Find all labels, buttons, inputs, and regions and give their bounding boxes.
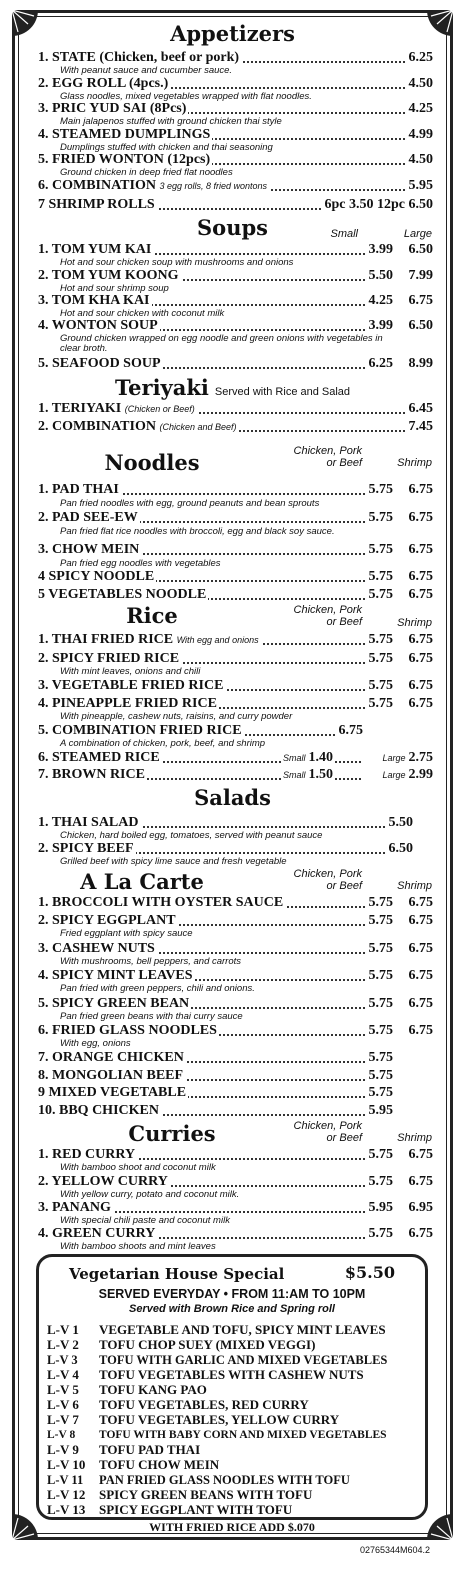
vegetarian-item: L-V 8 TOFU WITH BABY CORN AND MIXED VEGETABLES	[47, 1429, 387, 1441]
menu-item: 10. BBQ CHICKEN 5.95	[38, 1103, 393, 1118]
menu-item: 4. GREEN CURRY 5.75 6.75	[38, 1226, 433, 1241]
item-description: Hot and sour chicken soup with mushrooms and onions	[60, 257, 294, 268]
menu-content	[22, 14, 443, 1536]
column-header-chicken: Chicken, Pork or Beef	[293, 604, 362, 628]
menu-item: 5. COMBINATION FRIED RICE 6.75	[38, 723, 363, 738]
item-description: Glass noodles, mixed vegetables wrapped with flat noodles.	[60, 91, 312, 102]
vegetarian-title: Vegetarian House Special	[69, 1265, 285, 1283]
menu-item: 2. SPICY EGGPLANT 5.75 6.75	[38, 913, 433, 928]
menu-item: 1. STATE (Chicken, beef or pork) 6.25	[38, 50, 433, 65]
section-title-a-la-carte: A La Carte	[80, 869, 204, 894]
menu-item: 3. VEGETABLE FRIED RICE 5.75 6.75	[38, 678, 433, 693]
menu-item: 1. TOM YUM KAI 3.99 6.50	[38, 242, 433, 257]
item-description: With yellow curry, potato and coconut milk.	[60, 1189, 240, 1200]
menu-item: 7. BROWN RICE Small 1.50 Large 2.99	[38, 767, 433, 782]
vegetarian-item: L-V 1 VEGETABLE AND TOFU, SPICY MINT LEAVES	[47, 1322, 386, 1337]
menu-item: 2. EGG ROLL (4pcs.) 4.50	[38, 76, 433, 91]
menu-item: 6. FRIED GLASS NOODLES 5.75 6.75	[38, 1023, 433, 1038]
menu-item: 4. PINEAPPLE FRIED RICE 5.75 6.75	[38, 696, 433, 711]
vegetarian-item: L-V 4 TOFU VEGETABLES WITH CASHEW NUTS	[47, 1367, 364, 1382]
vegetarian-item: L-V 6 TOFU VEGETABLES, RED CURRY	[47, 1397, 309, 1412]
item-description: Dumplings stuffed with chicken and thai seasoning	[60, 142, 273, 153]
vegetarian-hours: SERVED EVERYDAY • FROM 11:AM TO 10PM	[98, 1287, 366, 1301]
menu-item: 3. TOM KHA KAI 4.25 6.75	[38, 293, 433, 308]
menu-item: 3. CHOW MEIN 5.75 6.75	[38, 542, 433, 557]
item-description: A combination of chicken, pork, beef, and shrimp	[60, 738, 266, 749]
menu-item: 2. PAD SEE-EW 5.75 6.75	[38, 510, 433, 525]
menu-item: 1. RED CURRY 5.75 6.75	[38, 1147, 433, 1162]
menu-item: 4. WONTON SOUP 3.99 6.50	[38, 318, 433, 333]
vegetarian-item: L-V 2 TOFU CHOP SUEY (MIXED VEGGI)	[47, 1337, 316, 1352]
vegetarian-item: L-V 11 PAN FRIED GLASS NOODLES WITH TOFU	[47, 1473, 350, 1487]
column-header-shrimp: Shrimp	[397, 617, 432, 629]
vegetarian-special-box	[36, 1254, 428, 1520]
vegetarian-price: $5.50	[344, 1263, 395, 1282]
menu-item: 1. THAI SALAD 5.50	[38, 815, 413, 830]
menu-item: 6. COMBINATION 3 egg rolls, 8 fried wontons 5.95	[38, 178, 433, 193]
section-title-appetizers: Appetizers	[170, 21, 295, 46]
item-description: With peanut sauce and cucumber sauce.	[60, 65, 233, 76]
item-description: With mint leaves, onions and chili	[60, 666, 201, 677]
menu-item: 2. SPICY FRIED RICE 5.75 6.75	[38, 651, 433, 666]
item-description: Pan fried green beans with thai curry sauce	[60, 1011, 243, 1022]
vegetarian-item: L-V 3 TOFU WITH GARLIC AND MIXED VEGETABLES	[47, 1353, 388, 1367]
menu-item: 2. SPICY BEEF 6.50	[38, 841, 413, 856]
item-description: With egg, onions	[60, 1038, 131, 1049]
menu-item: 5 VEGETABLES NOODLE 5.75 6.75	[38, 587, 433, 602]
menu-item: 2. COMBINATION (Chicken and Beef) 7.45	[38, 419, 433, 434]
menu-item: 2. TOM YUM KOONG 5.50 7.99	[38, 268, 433, 283]
item-description: Hot and sour shrimp soup	[60, 283, 169, 294]
menu-item: 7. ORANGE CHICKEN 5.75	[38, 1050, 393, 1065]
item-description: Hot and sour chicken with coconut milk	[60, 308, 225, 319]
menu-item: 1. BROCCOLI WITH OYSTER SAUCE 5.75 6.75	[38, 895, 433, 910]
menu-item: 3. PRIC YUD SAI (8Pcs) 4.25	[38, 101, 433, 116]
menu-item: 5. SPICY GREEN BEAN 5.75 6.75	[38, 996, 433, 1011]
menu-item: 2. YELLOW CURRY 5.75 6.75	[38, 1174, 433, 1189]
column-header-small: Small	[330, 228, 358, 240]
section-title-salads: Salads	[194, 785, 271, 810]
item-description: Ground chicken wrapped on egg noodle and green onions with vegetables in clear broth.	[60, 333, 383, 354]
menu-item: 8. MONGOLIAN BEEF 5.75	[38, 1068, 393, 1083]
menu-item: 1. PAD THAI 5.75 6.75	[38, 482, 433, 497]
vegetarian-served-with: Served with Brown Rice and Spring roll	[129, 1303, 335, 1315]
section-title-teriyaki: Teriyaki Served with Rice and Salad	[114, 375, 351, 400]
menu-item: 5. FRIED WONTON (12pcs) 4.50	[38, 152, 433, 167]
item-description: Pan fried noodles with egg, ground peanuts and bean sprouts	[60, 498, 320, 509]
menu-item: 5. SEAFOOD SOUP 6.25 8.99	[38, 356, 433, 371]
footer-code: 02765344M604.2	[360, 1545, 431, 1555]
menu-item: 4 SPICY NOODLE 5.75 6.75	[38, 569, 433, 584]
vegetarian-item: L-V 12 SPICY GREEN BEANS WITH TOFU	[47, 1487, 313, 1502]
vegetarian-item: L-V 9 TOFU PAD THAI	[47, 1442, 201, 1457]
menu-item: 1. THAI FRIED RICE With egg and onions 5.75 6.75	[38, 632, 433, 647]
menu-item: 9 MIXED VEGETABLE 5.75	[38, 1085, 393, 1100]
menu-item: 4. STEAMED DUMPLINGS 4.99	[38, 127, 433, 142]
menu-item: 3. CASHEW NUTS 5.75 6.75	[38, 941, 433, 956]
item-description: With bamboo shoots and mint leaves	[60, 1241, 216, 1252]
vegetarian-item: L-V 5 TOFU KANG PAO	[47, 1382, 207, 1397]
menu-item: 4. SPICY MINT LEAVES 5.75 6.75	[38, 968, 433, 983]
column-header-shrimp: Shrimp	[397, 457, 432, 469]
item-description: Fried eggplant with spicy sauce	[60, 928, 193, 939]
item-description: With bamboo shoot and coconut milk	[60, 1162, 216, 1173]
item-description: Pan fried egg noodles with vegetables	[60, 558, 221, 569]
column-header-large: Large	[403, 228, 432, 240]
item-description: With mushrooms, bell peppers, and carrots	[60, 956, 242, 967]
column-header-chicken: Chicken, Pork or Beef	[293, 445, 362, 469]
column-header-chicken: Chicken, Pork or Beef	[293, 1120, 362, 1144]
menu-item: 3. PANANG 5.95 6.95	[38, 1200, 433, 1215]
section-title-curries: Curries	[128, 1121, 216, 1146]
section-title-rice: Rice	[126, 603, 178, 628]
item-description: Pan fried with green peppers, chili and onions.	[60, 983, 255, 994]
item-description: Chicken, hard boiled egg, tomatoes, served with peanut sauce	[60, 830, 323, 841]
vegetarian-item: L-V 7 TOFU VEGETABLES, YELLOW CURRY	[47, 1412, 340, 1427]
item-description: Ground chicken in deep fried flat noodles	[60, 167, 233, 178]
item-description: Main jalapenos stuffed with ground chicken thai style	[60, 116, 282, 127]
item-description: With pineapple, cashew nuts, raisins, and curry powder	[60, 711, 293, 722]
menu-item: 6. STEAMED RICE Small 1.40 Large 2.75	[38, 750, 433, 765]
section-note: Served with Rice and Salad	[214, 386, 351, 398]
item-description: Pan fried flat rice noodles with broccoli, egg and black soy sauce.	[60, 526, 335, 537]
menu-item: 7 SHRIMP ROLLS 6pc 3.50 12pc 6.50	[38, 197, 433, 212]
vegetarian-item: L-V 10 TOFU CHOW MEIN	[47, 1457, 220, 1472]
column-header-chicken: Chicken, Pork or Beef	[293, 868, 362, 892]
column-header-shrimp: Shrimp	[397, 880, 432, 892]
column-header-shrimp: Shrimp	[397, 1132, 432, 1144]
section-title-soups: Soups	[197, 215, 268, 240]
section-title-noodles: Noodles	[104, 450, 200, 475]
fried-rice-addon: WITH FRIED RICE ADD $.070	[149, 1520, 315, 1534]
vegetarian-item: L-V 13 SPICY EGGPLANT WITH TOFU	[47, 1502, 293, 1517]
item-description: With special chili paste and coconut milk	[60, 1215, 230, 1226]
item-description: Grilled beef with spicy lime sauce and fresh vegetable	[60, 856, 287, 867]
menu-item: 1. TERIYAKI (Chicken or Beef) 6.45	[38, 401, 433, 416]
